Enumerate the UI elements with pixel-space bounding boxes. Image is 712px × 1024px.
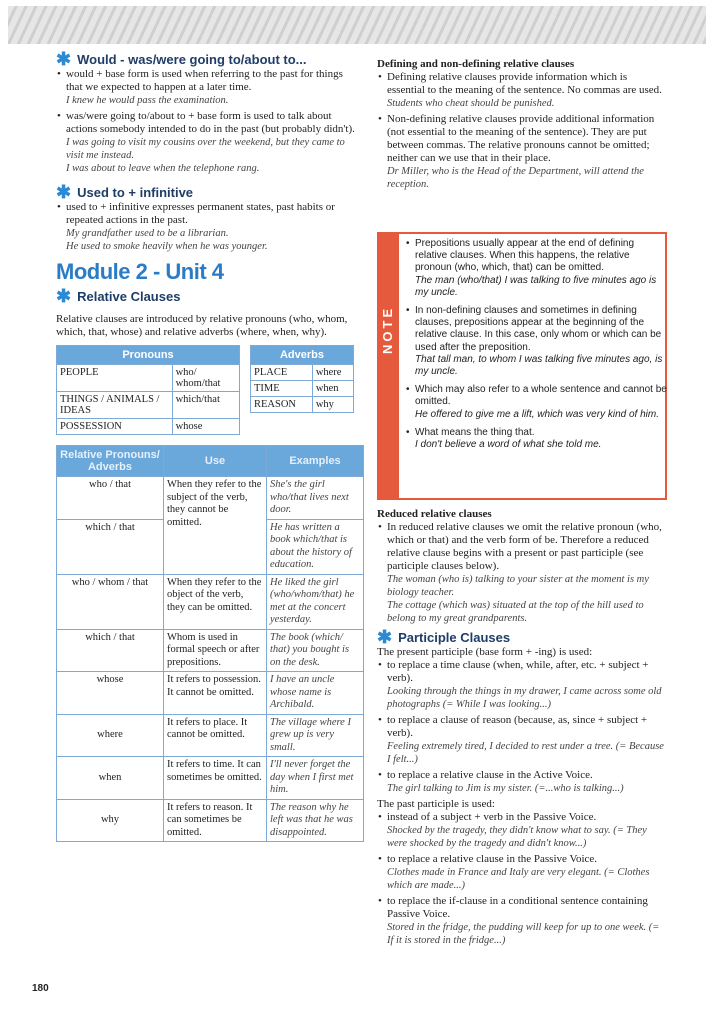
table-row: THINGS / ANIMALS / IDEAS which/that <box>57 392 240 419</box>
right-column-bottom <box>377 508 667 950</box>
list-item: • Defining relative clauses provide information which is essential to the meaning of the sentence. No commas are used. Students who cheat should be punished. <box>387 71 667 110</box>
star-icon: ✱ <box>56 182 72 202</box>
list-item: • In reduced relative clauses we omit the relative pronoun (who, which or that) and the verb form of be. Therefore a reduced relative clause begins with a present or past participle (see participle clauses below). The woman (who is) talking to your sister at the moment is my biology teacher. The cottage (which was) situated at the top of the hill used to belong to my great grandparents. <box>387 521 667 625</box>
would-list <box>56 68 356 175</box>
note-list <box>405 238 669 457</box>
table-row: PEOPLE who/ whom/that <box>57 365 240 392</box>
list-item: • to replace a relative clause in the Active Voice. The girl talking to Jim is my sister. (=...who is talking...) <box>387 769 667 795</box>
list-item: • to replace a time clause (when, while, after, etc. + subject + verb). Looking through the things in my drawer, I came across some old photographs (= While I was looking...) <box>387 659 667 711</box>
relative-table: Relative Pronouns/ Adverbs Use Examples who / that When they refer to the subject of the verb, they cannot be omitted. She's the girl who/that lives next door. which / that He has written a book which/that is about the history of education. who / whom / that When they refer to the object of the verb, they can be omitted. He liked the girl (who/whom/that) he met at the concert yesterday. which / that Whom is used in formal speech or after prepositions. The book (which/ that) you bought is on the desk. whose It refers to possession. It cannot be omitted. I have an uncle whose name is Archibald. where It refers to place. It cannot be omitted. The village where I grew up is very small. when It refers to time. It can sometimes be omitted. I'll never forget the day when I first met him. why It refers to reason. It can sometimes be omitted. The reason why he left was that he was disappointed. <box>56 445 364 842</box>
present-intro: The present participle (base form + -ing) is used: <box>377 646 593 658</box>
table-row: PLACE where <box>251 365 354 381</box>
note-tab <box>379 234 399 498</box>
star-icon: ✱ <box>56 286 72 306</box>
table-row: when It refers to time. It can sometimes be omitted. I'll never forget the day when I first met him. <box>57 757 364 800</box>
small-tables <box>56 345 356 435</box>
list-item: • Non-defining relative clauses provide additional information (not essential to the meaning of the sentence). They are put between commas. The relative pronouns cannot be omitted; neither can we use that in their place. Dr Miller, who is the Head of the Department, will attend the reception. <box>387 113 667 191</box>
list-item: • was/were going to/about to + base form is used to talk about actions somebody intended to do in the past (but probably didn't). I was going to visit my cousins over the weekend, but they came to visit me instead. I was about to leave when the telephone rang. <box>66 110 356 175</box>
note-box <box>377 232 667 500</box>
reduced-title: Reduced relative clauses <box>377 508 492 520</box>
module-title: Module 2 - Unit 4 <box>56 259 224 284</box>
intro-text: Relative clauses are introduced by relative pronouns (who, whom, which, that, whose) and relative adverbs (where, when, why). <box>56 313 348 338</box>
right-column-top <box>377 58 667 194</box>
left-column <box>56 50 356 842</box>
list-item: • would + base form is used when referring to the past for things that we expected to happen at a later time. I knew he would pass the examination. <box>66 68 356 107</box>
table-row: why It refers to reason. It can sometimes be omitted. The reason why he left was that he was disappointed. <box>57 799 364 842</box>
def-list <box>377 71 667 191</box>
present-list <box>377 659 667 795</box>
list-item: • instead of a subject + verb in the Passive Voice. Shocked by the tragedy, they didn't know what to say. (= They were shocked by the tragedy and didn't know...) <box>387 811 667 850</box>
table-row: TIME when <box>251 381 354 397</box>
table-row: who / that When they refer to the subject of the verb, they cannot be omitted. She's the girl who/that lives next door. <box>57 477 364 520</box>
list-item: • Prepositions usually appear at the end of defining relative clauses. When this happens, the relative pronoun (who, which, that) can be omitted. The man (who/that) I was talking to five minutes ago is my uncle. <box>415 238 669 299</box>
table-row: who / whom / that When they refer to the object of the verb, they can be omitted. He liked the girl (who/whom/that) he met at the concert yesterday. <box>57 574 364 629</box>
section-title-relative: ✱ Relative Clauses <box>56 286 181 306</box>
section-title-participle: ✱ Participle Clauses <box>377 627 511 647</box>
list-item: • to replace a relative clause in the Passive Voice. Clothes made in France and Italy are very elegant. (= Clothes which are made...) <box>387 853 667 892</box>
list-item: • to replace the if-clause in a conditional sentence containing Passive Voice. Stored in the fridge, the pudding will keep for up to one week. (= If it is stored in the fridge...) <box>387 895 667 947</box>
past-list <box>377 811 667 947</box>
table-row: which / that He has written a book which/that is about the history of education. <box>57 519 364 574</box>
adverbs-table <box>250 345 354 413</box>
table-row: REASON why <box>251 397 354 413</box>
star-icon: ✱ <box>56 49 72 69</box>
table-row: where It refers to place. It cannot be omitted. The village where I grew up is very small. <box>57 714 364 757</box>
table-row: which / that Whom is used in formal speech or after prepositions. The book (which/ that) you bought is on the desk. <box>57 629 364 672</box>
pronouns-table <box>56 345 240 435</box>
list-item: • In non-defining clauses and sometimes in defining clauses, prepositions appear at the beginning of the relative clause. In this case, only whom or which can be used after the preposition. That tall man, to whom I was talking five minutes ago, is my uncle. <box>415 305 669 378</box>
list-item: • Which may also refer to a whole sentence and cannot be omitted. He offered to give me a lift, which was very kind of him. <box>415 384 669 421</box>
star-icon: ✱ <box>377 627 393 647</box>
adverbs-header: Adverbs <box>251 346 354 365</box>
reduced-list <box>377 521 667 625</box>
table-row: POSSESSION whose <box>57 419 240 435</box>
list-item: • What means the thing that. I don't believe a word of what she told me. <box>415 427 669 451</box>
list-item: • to replace a clause of reason (because, as, since + subject + verb). Feeling extremely tired, I decided to rest under a tree. (= Because I felt...) <box>387 714 667 766</box>
section-title-would: ✱ Would - was/were going to/about to... <box>56 49 307 69</box>
used-to-list <box>56 201 356 253</box>
header-banner <box>8 6 706 44</box>
section-title-used-to: ✱ Used to + infinitive <box>56 182 194 202</box>
note-label: NOTE <box>380 305 395 354</box>
pronouns-header: Pronouns <box>57 346 240 365</box>
table-row: whose It refers to possession. It cannot be omitted. I have an uncle whose name is Archibald. <box>57 672 364 715</box>
past-intro: The past participle is used: <box>377 798 495 810</box>
def-title: Defining and non-defining relative clauses <box>377 58 575 70</box>
list-item: • used to + infinitive expresses permanent states, past habits or repeated actions in the past. My grandfather used to be a librarian. He used to smoke heavily when he was younger. <box>66 201 356 253</box>
page-number: 180 <box>32 983 49 994</box>
